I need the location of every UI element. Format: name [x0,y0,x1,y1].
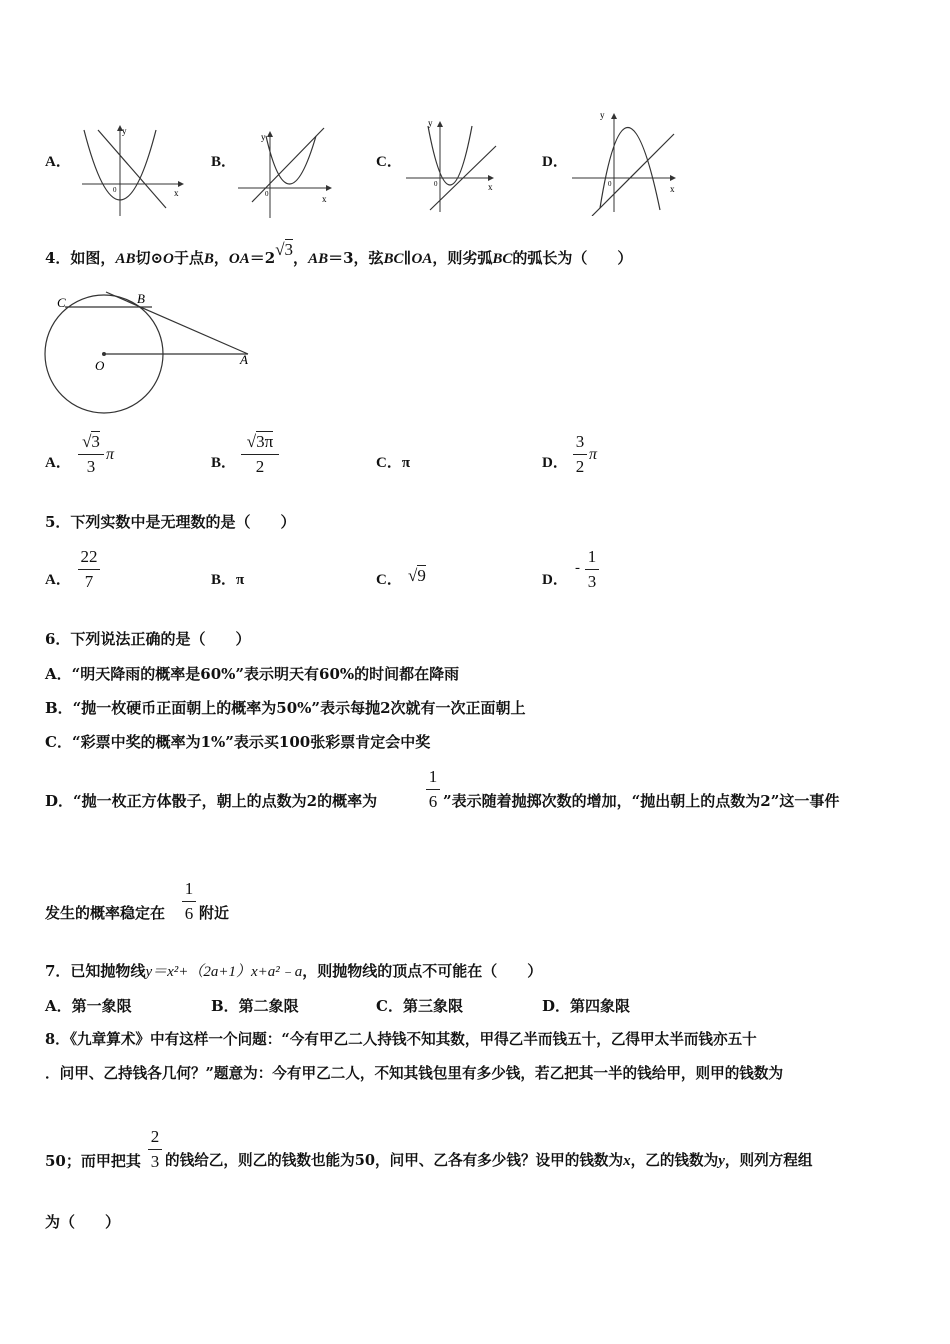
q3-a-o: 0 [113,186,117,194]
q3-option-d-label: D． [542,154,568,170]
q3-b-o: 0 [265,190,269,198]
q4-fig-label-o: O [95,358,105,373]
q4-fig-label-a: A [240,352,248,367]
q3-graph-d [570,104,682,216]
q3-c-o: 0 [434,180,438,188]
q4-stem: 4．如图，AB切⊙O于点B，OA＝2√3，AB＝3，弦BC∥OA，则劣弧BC的弧长为（ ） [45,240,633,267]
q8-line-4: 为（ ） [45,1213,121,1231]
q5-option-c-label: C． [376,572,402,588]
q7-option-a: A．第一象限 [45,997,132,1015]
q6-option-d-part1: D．“抛一枚正方体骰子，朝上的点数为2的概率为 [45,792,378,810]
q4-figure [40,288,260,420]
q6-option-a: A．“明天降雨的概率是60%”表示明天有60%的时间都在降雨 [45,665,460,683]
q3-graph-b [236,122,342,218]
q4-option-a-pi: π [106,446,115,463]
q3-option-c-label: C． [376,154,402,170]
q3-option-a-label: A． [45,154,71,170]
q4-option-d-label: D． [542,455,568,471]
q6-option-b: B．“抛一枚硬币正面朝上的概率为50%”表示每抛2次就有一次正面朝上 [45,699,526,717]
q3-b-x: x [322,194,327,204]
q8-line-1: 8．《九章算术》中有这样一个问题：“今有甲乙二人持钱不知其数，甲得乙半而钱五十，乙得甲太半而钱亦五十 [45,1031,757,1048]
q6-option-d-fraction-2: 1 6 [182,878,196,925]
q3-c-y: y [428,118,433,128]
q7-stem: 7．已知抛物线y＝x²+（2a+1）x+a²﹣a，则抛物线的顶点不可能在（ ） [45,962,543,980]
q5-option-a-fraction: 22 7 [78,546,100,593]
q8-line-3a: 50；而甲把其 [45,1152,141,1170]
q3-d-y: y [600,110,605,120]
q3-option-b-label: B． [211,154,237,170]
q4-option-d-fraction: 3 2 [573,431,587,478]
q4-option-d-pi: π [589,446,598,463]
q3-a-x: x [174,188,179,198]
q6-option-c: C．“彩票中奖的概率为1%”表示买100张彩票肯定会中奖 [45,733,431,751]
q7-equation: y＝x²+（2a+1）x+a²﹣a [145,964,303,980]
q6-option-d-part4: 附近 [199,904,230,922]
q5-stem: 5．下列实数中是无理数的是（ ） [45,513,296,531]
q4-fig-label-c: C [57,295,66,310]
q3-b-y: y [261,132,266,142]
q4-option-a-label: A． [45,455,71,471]
q4-option-a-fraction: √3 3 [78,431,104,478]
q4-option-b-fraction: √3π 2 [241,431,279,478]
q5-option-c-sqrt: √9 [408,566,426,585]
q3-d-x: x [670,184,675,194]
q6-stem: 6．下列说法正确的是（ ） [45,630,251,648]
q8-line-3b: 的钱给乙，则乙的钱数也能为50，问甲、乙各有多少钱？设甲的钱数为x，乙的钱数为y，则列方程组 [165,1152,813,1169]
q4-fig-label-b: B [137,291,145,306]
q4-sqrt: √3 [275,240,294,259]
q7-option-d: D．第四象限 [542,997,631,1015]
q6-option-d-fraction: 1 6 [426,766,440,813]
q5-option-b: B．π [211,572,245,588]
q3-c-x: x [488,182,493,192]
q8-fraction: 2 3 [148,1126,162,1173]
q4-option-c: C．π [376,455,411,471]
q5-option-d-minus: - [575,560,580,576]
q5-option-a-label: A． [45,572,71,588]
q7-option-c: C．第三象限 [376,997,463,1015]
q4-option-b-label: B． [211,455,237,471]
q3-d-o: 0 [608,180,612,188]
q5-option-d-fraction: 1 3 [585,546,599,593]
q8-line-2: ．问甲、乙持钱各几何？”题意为：今有甲乙二人，不知其钱包里有多少钱，若乙把其一半的钱给甲，则甲的钱数为 [45,1065,784,1082]
q3-graph-a [78,122,184,218]
q3-a-y: y [122,126,127,136]
q5-option-d-label: D． [542,572,568,588]
q6-option-d-part2: ”表示随着抛掷次数的增加，“抛出朝上的点数为2”这一事件 [443,792,840,810]
q6-option-d-part3: 发生的概率稳定在 [45,904,166,922]
q7-option-b: B．第二象限 [211,997,299,1015]
q3-graph-c [404,118,500,214]
